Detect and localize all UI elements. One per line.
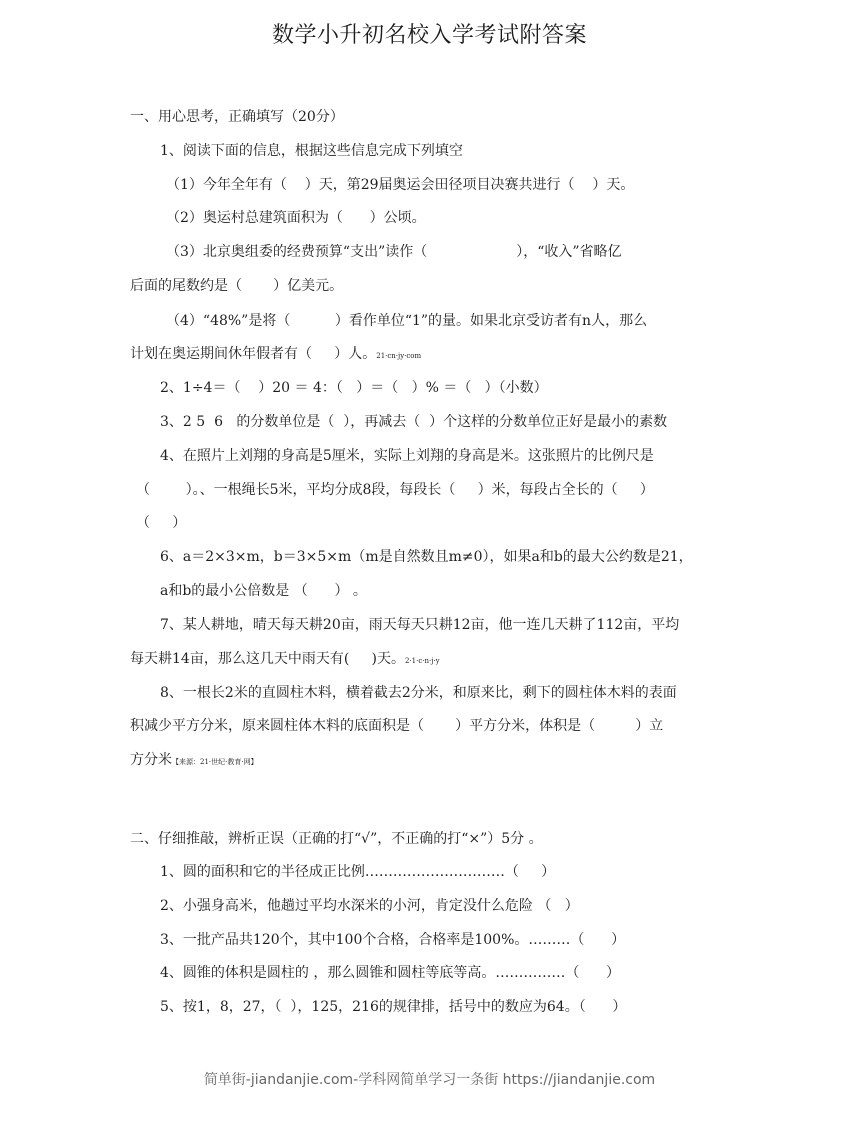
question-4c: （ ） <box>136 515 187 531</box>
question-1-part-3b: 后面的尾数约是（ ）亿美元。 <box>130 278 344 294</box>
question-6b: a和b的最小公倍数是 （ ） 。 <box>160 583 367 599</box>
question-2: 2、1÷4＝（ ）20 ＝ 4：（ ）＝（ ）% ＝（ ）（小数） <box>160 380 548 396</box>
judge-item-3: 3、一批产品共120个，其中100个合格，合格率是100%。………（ ） <box>160 932 626 948</box>
question-6a: 6、a＝2×3×m，b＝3×5×m（m是自然数且m≠0），如果a和b的最大公约数是21， <box>160 549 693 565</box>
watermark-mark: 21·cn·jy·com <box>376 352 422 360</box>
question-1-part-4b <box>130 344 421 366</box>
question-8a: 8、一根长2米的直圆柱木料，横着截去2分米，和原来比，剩下的圆柱体木料的表面 <box>160 685 677 701</box>
question-1-part-4a: （4）“48%”是将（ ）看作单位“1”的量。如果北京受访者有n人，那么 <box>166 313 648 329</box>
question-7b-text: 每天耕14亩，那么这几天中雨天有( )天。 <box>130 651 405 667</box>
question-7a: 7、某人耕地，晴天每天耕20亩，雨天每天只耕12亩，他一连几天耕了112亩，平均 <box>160 617 680 633</box>
source-mark: 【来源：21·世纪·教育·网】 <box>172 758 258 766</box>
judge-item-4: 4、圆锥的体积是圆柱的 ，那么圆锥和圆柱等底等高。……………（ ） <box>160 965 621 981</box>
judge-item-1: 1、圆的面积和它的半径成正比例…………………………（ ） <box>160 864 556 880</box>
judge-item-5: 5、按1，8，27，（ ），125，216的规律排，括号中的数应为64。（ ） <box>160 999 627 1015</box>
question-8c <box>130 750 258 772</box>
page-title: 数学小升初名校入学考试附答案 <box>271 23 587 48</box>
question-1-part-2: （2）奥运村总建筑面积为（ ）公顷。 <box>166 210 426 226</box>
section-2-heading: 二、仔细推敲，辨析正误（正确的打“√”，不正确的打“×”）5分 。 <box>130 831 543 847</box>
question-8c-text: 方分米 <box>130 752 172 768</box>
question-7b <box>130 649 440 671</box>
question-1-part-1: （1）今年全年有（ ）天，第29届奥运会田径项目决赛共进行（ ）天。 <box>166 177 635 193</box>
question-4b: （ ）。、一根绳长5米，平均分成8段，每段长（ ）米，每段占全长的（ ） <box>136 482 654 498</box>
watermark-mark: 2·1·c·n·j·y <box>405 657 440 665</box>
section-1-heading: 一、用心思考，正确填写（20分） <box>130 109 344 125</box>
question-8b: 积减少平方分米，原来圆柱体木料的底面积是（ ）平方分米，体积是（ ）立 <box>130 718 664 734</box>
judge-item-2: 2、小强身高米，他趟过平均水深米的小河，肯定没什么危险 （ ） <box>160 898 579 914</box>
question-1-part-4b-text: 计划在奥运期间休年假者有（ ）人。 <box>130 346 377 362</box>
question-1-part-3a: （3）北京奥组委的经费预算“支出”读作（ ），“收入”省略亿 <box>166 244 622 260</box>
footer-watermark: 简单街-jiandanjie.com-学科网简单学习一条街 https://jiandanjie.com <box>203 1072 656 1088</box>
question-4a: 4、在照片上刘翔的身高是5厘米，实际上刘翔的身高是米。这张照片的比例尺是 <box>160 448 654 464</box>
question-3: 3、2 5 6 的分数单位是（ ），再减去（ ）个这样的分数单位正好是最小的素数 <box>160 414 668 430</box>
question-1-stem: 1、阅读下面的信息，根据这些信息完成下列填空 <box>160 143 463 159</box>
